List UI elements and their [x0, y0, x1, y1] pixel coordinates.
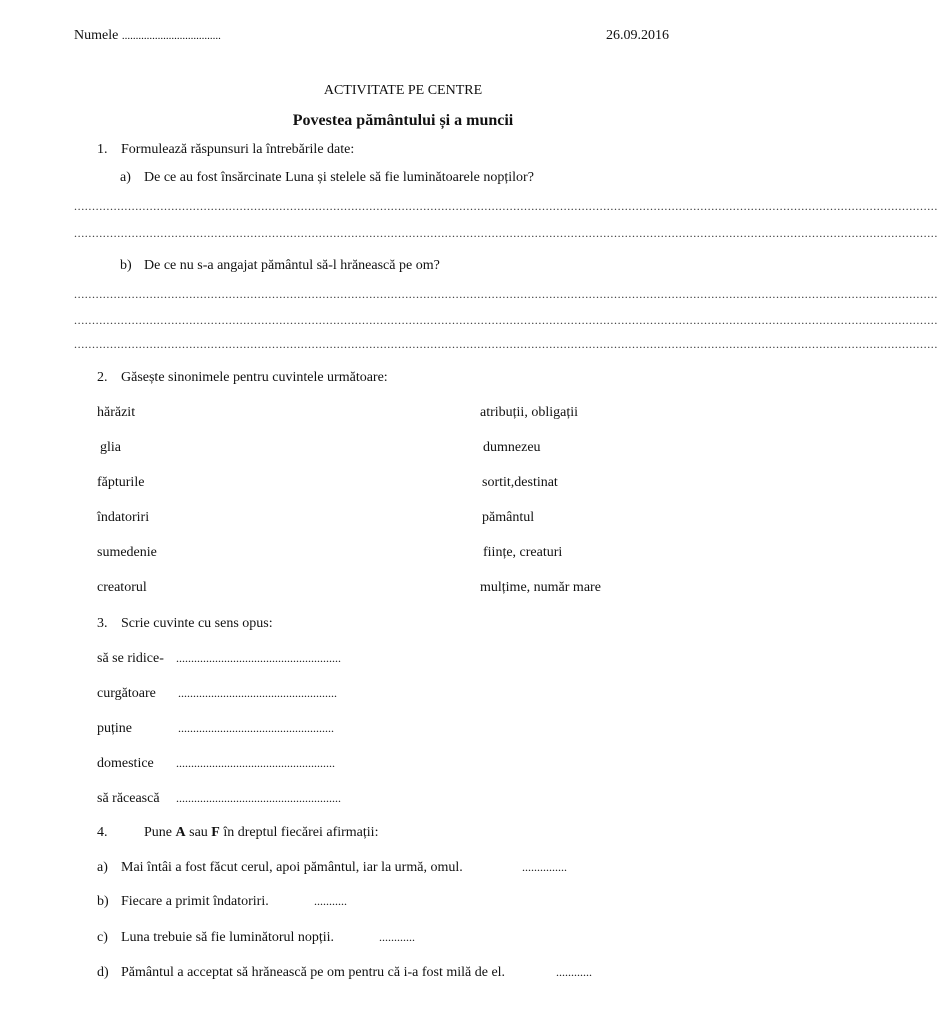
q1-heading: 1. Formulează răspunsuri la întrebările date: [97, 142, 355, 157]
statement-item: c) Luna trebuie să fie luminătorul nopții. [97, 930, 335, 945]
antonym-word: domestice [97, 756, 154, 771]
antonym-blank[interactable]: ....................................................... [176, 791, 341, 805]
name-label: Numele .................................... [74, 28, 221, 43]
answer-line[interactable]: ................................................................................................................................................................................................................................................ [74, 199, 938, 213]
q4-heading: 4. Pune A sau F în dreptul fiecărei afirmații: [97, 825, 379, 840]
antonym-word: să răcească [97, 791, 160, 806]
antonym-word: curgătoare [97, 686, 156, 701]
name-fill-line[interactable]: .................................... [121, 30, 221, 42]
statement-blank[interactable]: ............ [556, 965, 592, 979]
synonym-right: sortit,destinat [482, 475, 558, 490]
answer-line[interactable]: ................................................................................................................................................................................................................................................ [74, 287, 938, 301]
antonym-blank[interactable]: .................................................... [178, 721, 334, 735]
synonym-left: îndatoriri [97, 510, 150, 525]
statement-item: d) Pământul a acceptat să hrănească pe om pentru că i-a fost milă de el. [97, 965, 506, 980]
q1-a: a) De ce au fost însărcinate Luna și stelele să fie luminătoarele nopților? [120, 170, 534, 185]
answer-line[interactable]: ................................................................................................................................................................................................................................................ [74, 313, 938, 327]
statement-item: a) Mai întâi a fost făcut cerul, apoi pământul, iar la urmă, omul. [97, 860, 463, 875]
antonym-blank[interactable]: ..................................................... [176, 756, 335, 770]
synonym-right: mulțime, număr mare [480, 580, 601, 595]
statement-item: b) Fiecare a primit îndatoriri. [97, 894, 269, 909]
synonym-right: atribuții, obligații [480, 405, 578, 420]
antonym-blank[interactable]: ..................................................... [178, 686, 337, 700]
antonym-word: să se ridice- [97, 651, 164, 666]
subtitle: ACTIVITATE PE CENTRE [323, 83, 483, 98]
synonym-left: creatorul [97, 580, 147, 595]
synonym-right: dumnezeu [483, 440, 541, 455]
synonym-right: pământul [482, 510, 535, 525]
answer-line[interactable]: ................................................................................................................................................................................................................................................ [74, 226, 938, 240]
q3-heading: 3. Scrie cuvinte cu sens opus: [97, 616, 273, 631]
synonym-right: ființe, creaturi [483, 545, 563, 560]
antonym-word: puține [97, 721, 132, 736]
q2-heading: 2. Găsește sinonimele pentru cuvintele următoare: [97, 370, 388, 385]
answer-line[interactable]: ................................................................................................................................................................................................................................................ [74, 337, 938, 351]
date-text: 26.09.2016 [606, 28, 669, 43]
synonym-left: sumedenie [97, 545, 157, 560]
synonym-left: hărăzit [97, 405, 136, 420]
synonym-left: făpturile [97, 475, 145, 490]
statement-blank[interactable]: ........... [314, 894, 347, 908]
statement-blank[interactable]: ............... [522, 860, 567, 874]
statement-blank[interactable]: ............ [379, 930, 415, 944]
antonym-blank[interactable]: ....................................................... [176, 651, 341, 665]
page-title: Povestea pământului și a muncii [292, 112, 514, 129]
synonym-left: glia [100, 440, 121, 455]
q1-b: b) De ce nu s-a angajat pământul să-l hrănească pe om? [120, 258, 440, 273]
